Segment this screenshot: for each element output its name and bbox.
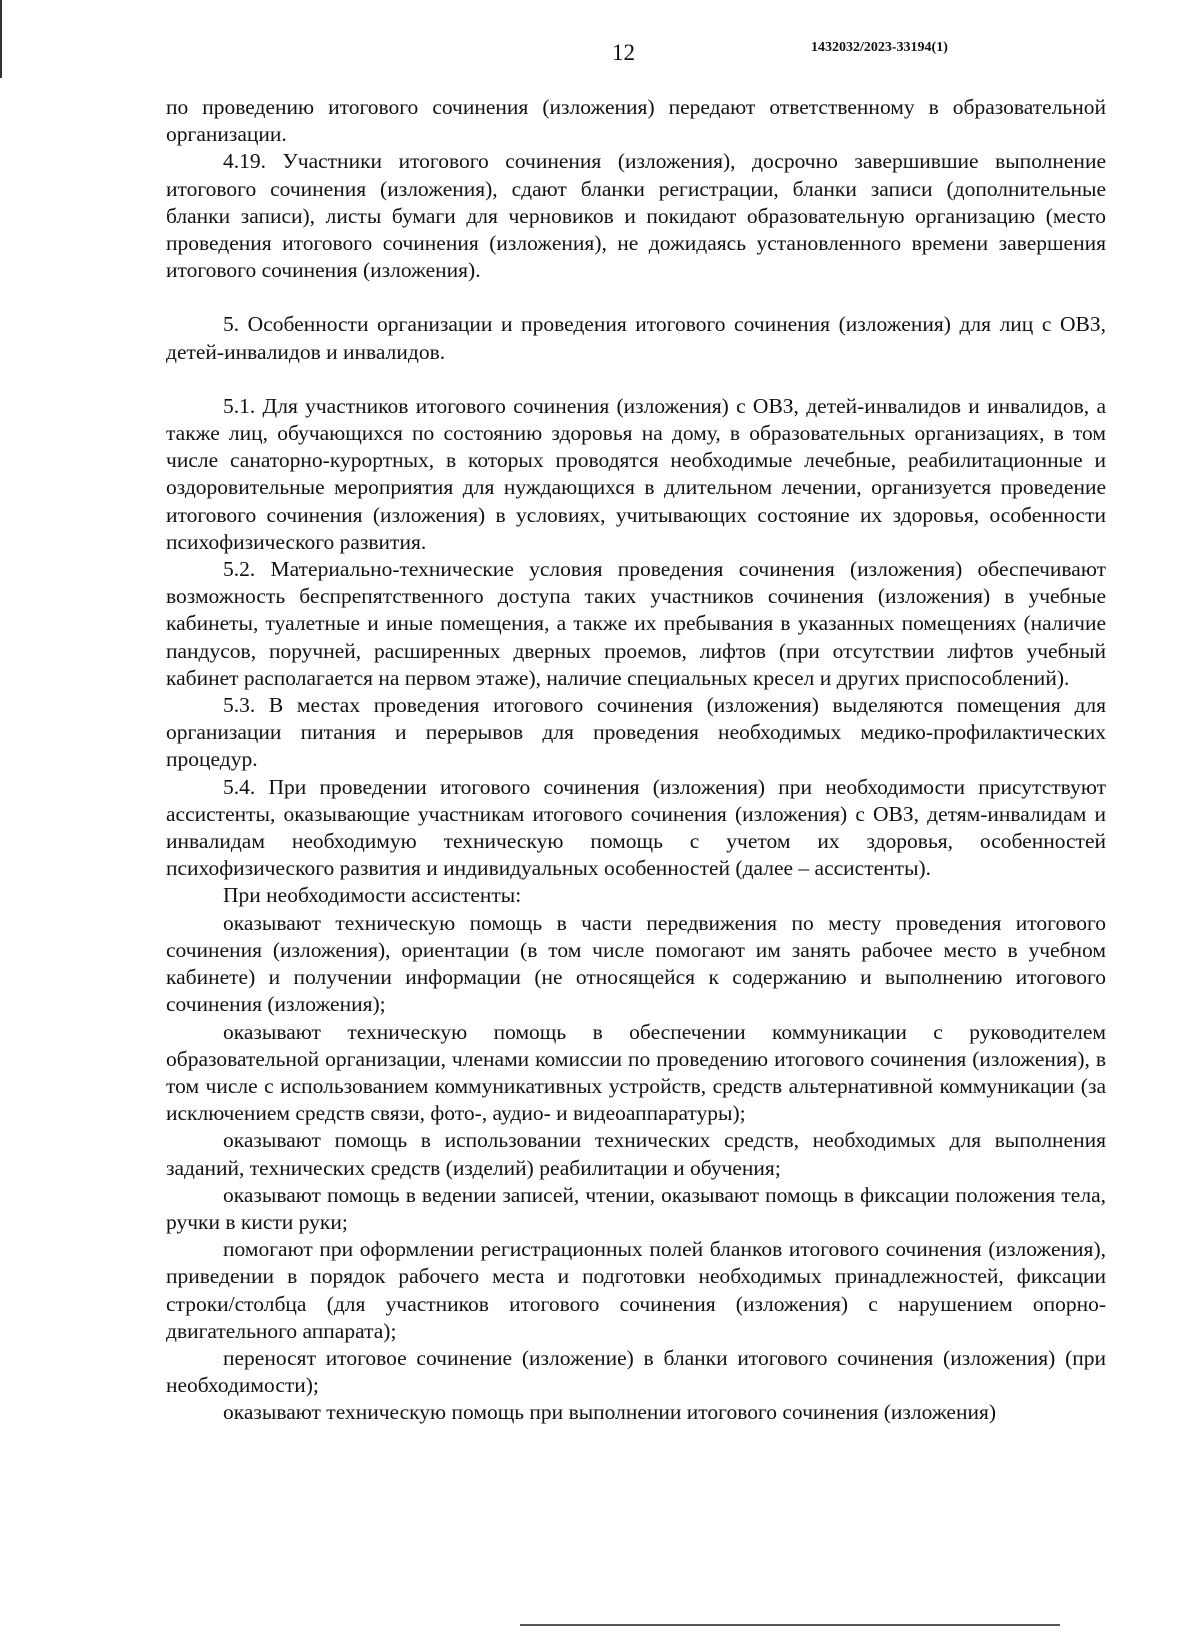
paragraph: При необходимости ассистенты:	[223, 883, 522, 908]
paragraph: оказывают помощь в ведении записей, чтении, оказывают помощь в фиксации положения тела, ручки в кисти руки;	[166, 1182, 1106, 1234]
paragraph: 5.3. В местах проведения итогового сочинения (изложения) выделяются помещения для организации питания и перерывов для проведения необходимых медико-профилактических процедур.	[166, 693, 1106, 772]
paragraph: оказывают техническую помощь при выполнении итогового сочинения (изложения)	[223, 1400, 997, 1425]
paragraph: по проведению итогового сочинения (изложения) передают ответственному в образовательной организации.	[166, 95, 1106, 147]
document-id: 1432032/2023-33194(1)	[811, 40, 948, 55]
paragraph: оказывают помощь в использовании технических средств, необходимых для выполнения заданий, технических средств (изделий) реабилитации и обучения;	[166, 1128, 1106, 1180]
paragraph: 5.2. Материально-технические условия проведения сочинения (изложения) обеспечивают возможность беспрепятственного доступа таких участников сочинения (изложения) в учебные кабинеты, туалетные и иные помещения, а также их пребывания в указанных помещениях (наличие пандусов, поручней, расширенных дверных проемов, лифтов (при отсутствии лифтов учебный кабинет располагается на первом этаже), наличие специальных кресел и других приспособлений).	[166, 557, 1106, 690]
paragraph: 5. Особенности организации и проведения итогового сочинения (изложения) для лиц с ОВЗ, детей-инвалидов и инвалидов.	[166, 312, 1106, 364]
paragraph: 4.19. Участники итогового сочинения (изложения), досрочно завершившие выполнение итогового сочинения (изложения), сдают бланки регистрации, бланки записи (дополнительные бланки записи), листы бумаги для черновиков и покидают образовательную организацию (место проведения итогового сочинения (изложения), не дожидаясь установленного времени завершения итогового сочинения (изложения).	[166, 149, 1106, 283]
page-number: 12	[612, 40, 635, 65]
scan-edge-line	[0, 0, 2, 78]
paragraph: 5.1. Для участников итогового сочинения (изложения) с ОВЗ, детей-инвалидов и инвалидов, а также лиц, обучающихся по состоянию здоровья на дому, в образовательных организациях, в том числе санаторно-курортных, в которых проводятся необходимые лечебные, реабилитационные и оздоровительные мероприятия для нуждающихся в длительном лечении, организуется проведение итогового сочинения (изложения) в условиях, учитывающих состояние их здоровья, особенности психофизического развития.	[166, 393, 1106, 554]
paragraph: оказывают техническую помощь в части передвижения по месту проведения итогового сочинения (изложения), ориентации (в том числе помогают им занять рабочее место в учебном кабинете) и получении информации (не относящейся к содержанию и выполнению итогового сочинения (изложения);	[166, 910, 1106, 1017]
paragraph: 5.4. При проведении итогового сочинения (изложения) при необходимости присутствуют ассистенты, оказывающие участникам итогового сочинения (изложения) с ОВЗ, детям-инвалидам и инвалидам необходимую техническую помощь с учетом их здоровья, особенностей психофизического развития и индивидуальных особенностей (далее – ассистенты).	[166, 774, 1106, 881]
paragraph: переносят итоговое сочинение (изложение) в бланки итогового сочинения (изложения) (при необходимости);	[166, 1345, 1106, 1398]
body-text	[166, 94, 1106, 1427]
paragraph: помогают при оформлении регистрационных полей бланков итогового сочинения (изложения), приведении в порядок рабочего места и подготовки необходимых принадлежностей, фиксации строки/столбца (для участников итогового сочинения (изложения) с нарушением опорно-двигательного аппарата);	[166, 1237, 1106, 1343]
bottom-edge-line	[520, 1624, 1060, 1626]
paragraph: оказывают техническую помощь в обеспечении коммуникации с руководителем образовательной организации, членами комиссии по проведению итогового сочинения (изложения), в том числе с использованием коммуникативных устройств, средств альтернативной коммуникации (за исключением средств связи, фото-, аудио- и видеоаппаратуры);	[166, 1019, 1106, 1126]
